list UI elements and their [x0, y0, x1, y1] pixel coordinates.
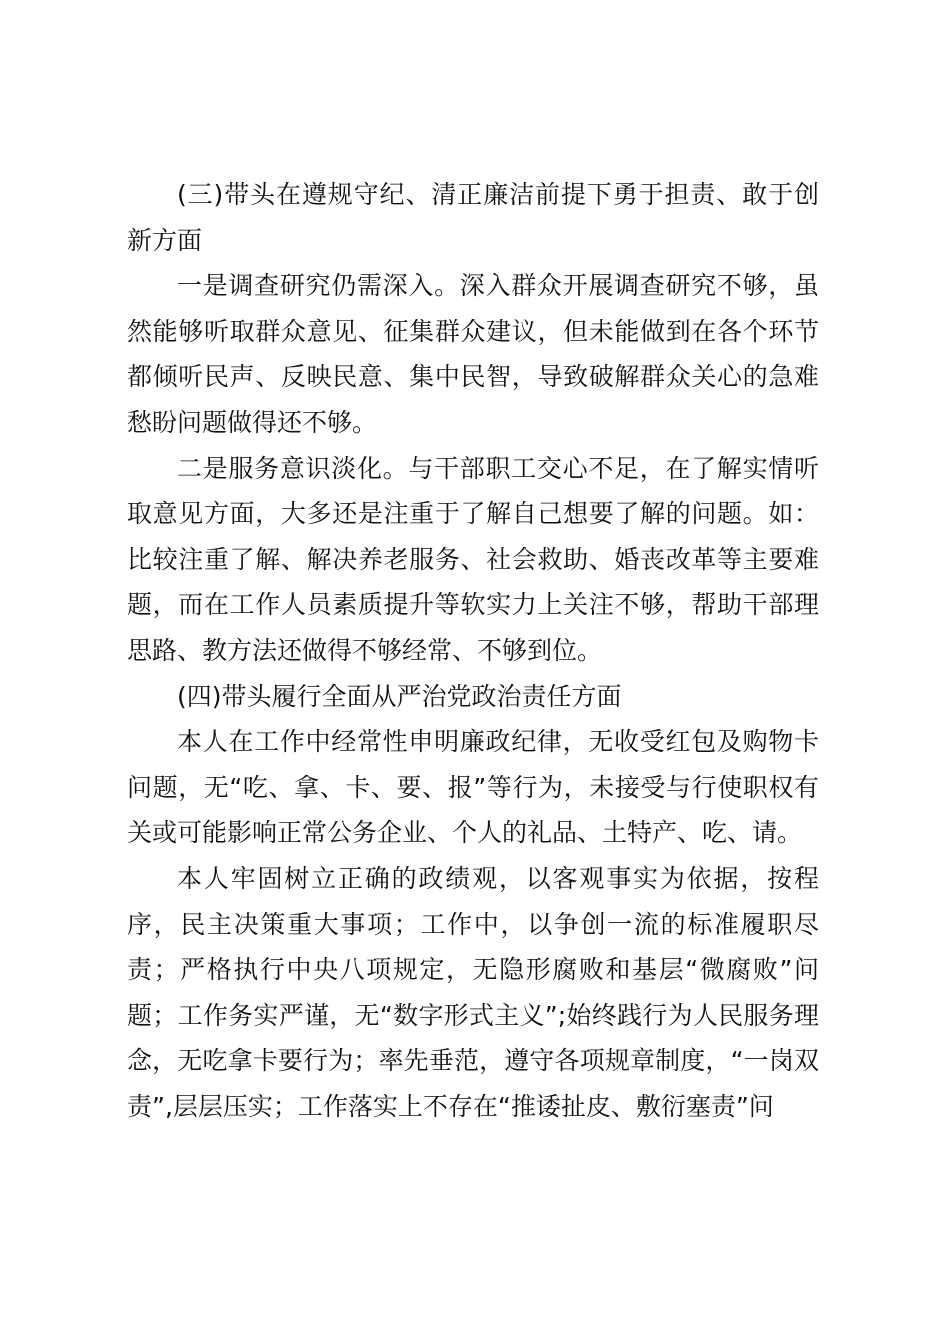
paragraph-performance: 本人牢固树立正确的政绩观，以客观事实为依据，按程序，民主决策重大事项；工作中，以争创一流的标准履职尽责；严格执行中央八项规定，无隐形腐败和基层“微腐败”问题；工作务实严谨，无“数字形式主义”;始终践行为人民服务理念，无吃拿卡要行为；率先垂范，遵守各项规章制度，“一岗双责”,层层压实；工作落实上不存在“推诿扯皮、敷衍塞责”问: [127, 863, 819, 1121]
document-body: [127, 172, 819, 1129]
section-heading-4: (四)带头履行全面从严治党政治责任方面: [177, 681, 622, 711]
paragraph-research: 一是调查研究仍需深入。深入群众开展调查研究不够，虽然能够听取群众意见、征集群众建议，但未能做到在各个环节都倾听民声、反映民意、集中民智，导致破解群众关心的急难愁盼问题做得还不够。: [127, 271, 819, 437]
paragraph-integrity: 本人在工作中经常性申明廉政纪律，无收受红包及购物卡问题，无“吃、拿、卡、要、报”等行为，未接受与行使职权有关或可能影响正常公务企业、个人的礼品、土特产、吃、请。: [127, 727, 819, 848]
paragraph-service: 二是服务意识淡化。与干部职工交心不足，在了解实情听取意见方面，大多还是注重于了解自己想要了解的问题。如：比较注重了解、解决养老服务、社会救助、婚丧改革等主要难题，而在工作人员素质提升等软实力上关注不够，帮助干部理思路、教方法还做得不够经常、不够到位。: [127, 453, 819, 665]
section-heading-3: (三)带头在遵规守纪、清正廉洁前提下勇于担责、敢于创新方面: [127, 180, 819, 255]
